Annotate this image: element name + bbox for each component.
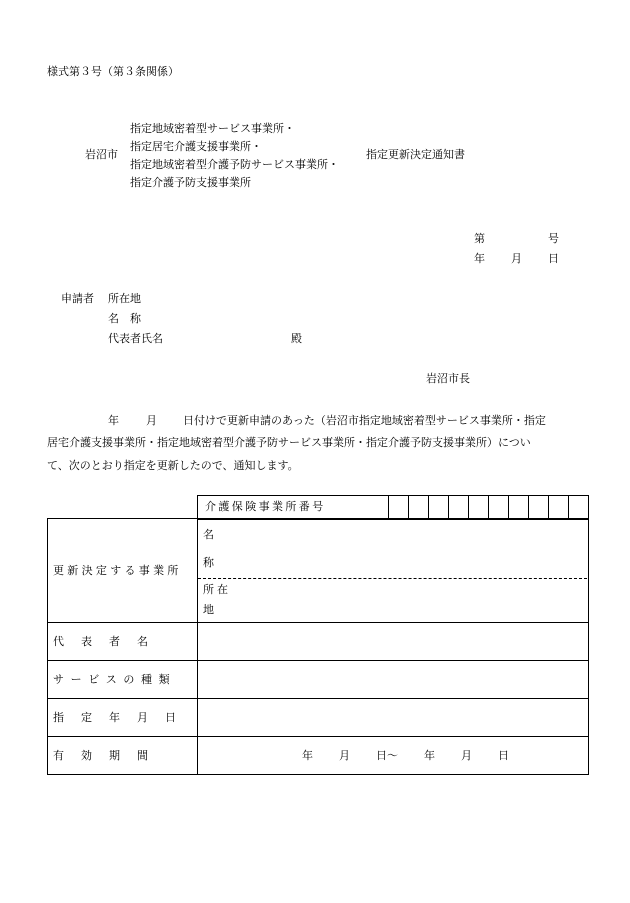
applicant-name-label: 名 称 [108,312,141,325]
insurance-no-digit[interactable] [528,495,548,518]
facility-address-label-2: 地 [203,603,214,616]
period-day-1: 日～ [376,749,398,762]
period-year-2: 年 [424,749,435,762]
date-label: 指 定 年 月 日 [53,711,179,724]
applicant-honorific: 殿 [291,332,302,345]
applicant-address-label: 所在地 [108,292,141,305]
doc-date-month: 月 [511,252,522,265]
rep-value[interactable] [199,624,585,659]
insurance-no-digit[interactable] [488,495,508,518]
facility-name-label-1: 名 [203,528,214,541]
form-id: 様式第３号（第３条関係） [47,65,179,78]
facility-name-label-2: 称 [203,556,214,569]
facility-address-label-1: 所在 [203,583,231,596]
date-value[interactable] [199,700,585,735]
insurance-no-label: 介護保険事業所番号 [205,500,326,513]
period-day-2: 日 [498,749,509,762]
title-facility-4: 指定介護予防支援事業所 [130,176,251,189]
service-label: サービスの種類 [53,673,177,686]
period-year-1: 年 [302,749,313,762]
insurance-no-digit[interactable] [448,495,468,518]
period-month-1: 月 [339,749,350,762]
period-label: 有 効 期 間 [53,749,151,762]
facility-label: 更新決定する事業所 [53,564,182,577]
body-line2: 居宅介護支援事業所・指定地域密着型介護予防サービス事業所・指定介護予防支援事業所）につい [47,436,531,449]
body-line1: 日付けで更新申請のあった（岩沼市指定地域密着型サービス事業所・指定 [183,414,546,427]
title-facility-2: 指定居宅介護支援事業所・ [130,140,262,153]
title-suffix: 指定更新決定通知書 [366,148,465,161]
title-facility-3: 指定地域密着型介護予防サービス事業所・ [130,158,339,171]
facility-name-value[interactable] [224,520,584,576]
name-address-separator [198,578,587,579]
insurance-no-digit[interactable] [388,495,408,518]
service-value[interactable] [199,662,585,697]
period-month-2: 月 [461,749,472,762]
insurance-no-digit[interactable] [428,495,448,518]
title-facility-1: 指定地域密着型サービス事業所・ [130,122,295,135]
doc-date-day: 日 [548,252,559,265]
insurance-no-digit[interactable] [508,495,528,518]
issuer: 岩沼市長 [426,372,470,385]
insurance-no-cells [388,495,588,520]
body-line3: て、次のとおり指定を更新したので、通知します。 [47,459,299,472]
body-month: 月 [146,414,157,427]
insurance-no-digit[interactable] [548,495,568,518]
insurance-no-digit[interactable] [468,495,488,518]
insurance-no-digit[interactable] [568,495,588,518]
facility-address-value[interactable] [236,582,584,620]
body-year: 年 [108,414,119,427]
insurance-no-digit[interactable] [408,495,428,518]
doc-number-suffix: 号 [548,232,559,245]
doc-number-prefix: 第 [474,232,485,245]
doc-date-year: 年 [474,252,485,265]
title-city: 岩沼市 [85,148,118,161]
rep-label: 代 表 者 名 [53,635,151,648]
applicant-heading: 申請者 [61,292,94,305]
applicant-rep-label: 代表者氏名 [108,332,163,345]
